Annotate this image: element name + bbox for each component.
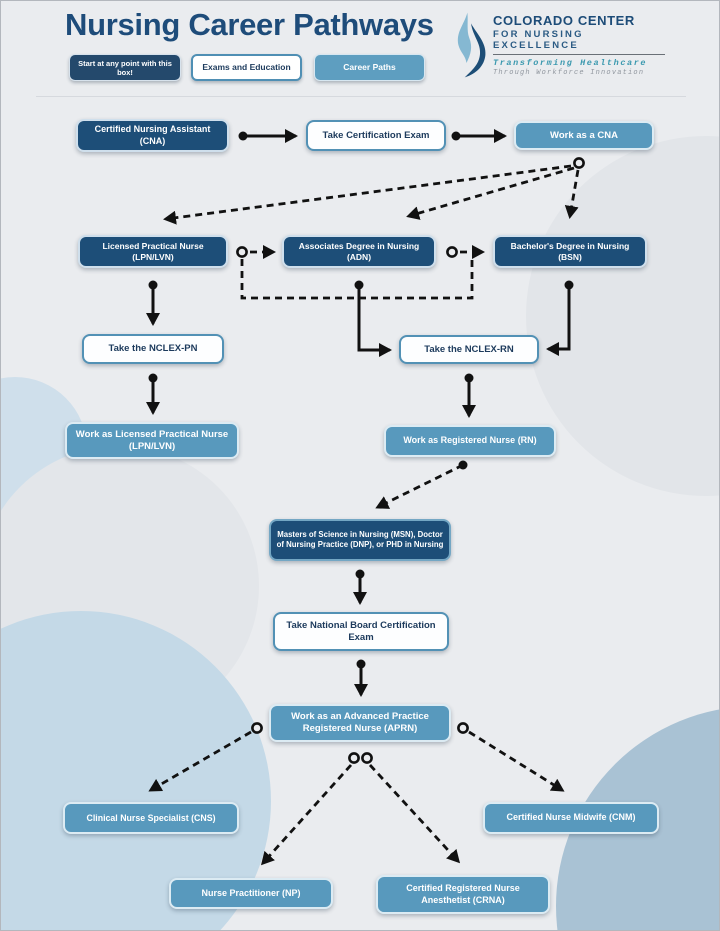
- legend-start-box: Start at any point with this box!: [69, 54, 181, 81]
- node-nat-board: Take National Board Certification Exam: [273, 612, 449, 651]
- node-cns: Clinical Nurse Specialist (CNS): [63, 802, 239, 834]
- logo-divider: [493, 54, 665, 55]
- node-cnm: Certified Nurse Midwife (CNM): [483, 802, 659, 834]
- node-work-lpn: Work as Licensed Practical Nurse (LPN/LVN): [65, 422, 239, 459]
- logo-tagline-line1: Transforming Healthcare: [493, 58, 648, 68]
- legend-career-box: Career Paths: [314, 54, 425, 81]
- node-msn: Masters of Science in Nursing (MSN), Doctor of Nursing Practice (DNP), or PHD in Nursing: [269, 519, 451, 561]
- logo-name-line1: COLORADO CENTER: [493, 13, 635, 28]
- node-cert-exam: Take Certification Exam: [306, 120, 446, 151]
- node-cna: Certified Nursing Assistant (CNA): [76, 119, 229, 152]
- logo-name-line2: FOR NURSING EXCELLENCE: [493, 29, 584, 51]
- node-crna: Certified Registered Nurse Anesthetist (CRNA): [376, 875, 550, 914]
- legend-exams-box: Exams and Education: [191, 54, 302, 81]
- colorado-center-logo: [453, 7, 669, 83]
- node-np: Nurse Practitioner (NP): [169, 878, 333, 909]
- logo-tagline-line2: Through Workforce Innovation: [493, 69, 645, 77]
- node-work-cna: Work as a CNA: [514, 121, 654, 150]
- node-lpn: Licensed Practical Nurse (LPN/LVN): [78, 235, 228, 268]
- node-nclex-rn: Take the NCLEX-RN: [399, 335, 539, 364]
- node-work-rn: Work as Registered Nurse (RN): [384, 425, 556, 457]
- node-adn: Associates Degree in Nursing (ADN): [282, 235, 436, 268]
- node-bsn: Bachelor's Degree in Nursing (BSN): [493, 235, 647, 268]
- flame-swoosh-icon: [453, 10, 489, 80]
- node-nclex-pn: Take the NCLEX-PN: [82, 334, 224, 364]
- node-aprn: Work as an Advanced Practice Registered Nurse (APRN): [269, 704, 451, 742]
- page-title: Nursing Career Pathways: [65, 7, 434, 42]
